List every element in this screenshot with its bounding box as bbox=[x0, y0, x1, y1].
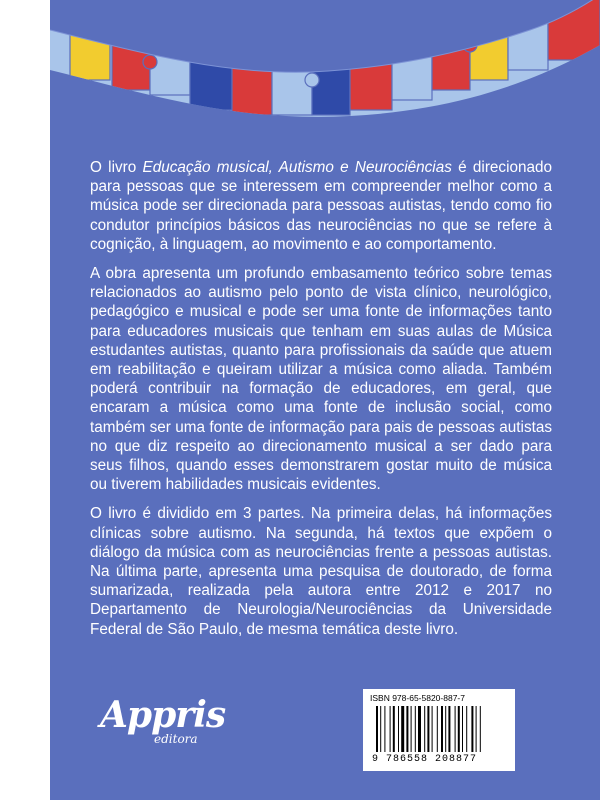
isbn-label: ISBN 978-65-5820-887-7 bbox=[370, 693, 465, 703]
barcode-bar bbox=[380, 706, 381, 752]
publisher-name: Appris bbox=[100, 694, 226, 736]
back-cover-text bbox=[90, 158, 552, 649]
barcode-bar bbox=[445, 706, 446, 752]
barcode-bar bbox=[462, 706, 463, 752]
barcode-bar bbox=[390, 706, 391, 752]
barcode-bar bbox=[411, 706, 412, 752]
barcode-bar bbox=[448, 706, 450, 752]
barcode-bar bbox=[441, 706, 443, 752]
paragraph-1: O livro Educação musical, Autismo e Neurociências é direcionado para pessoas que se interessem em compreender melhor como a música pode ser direcionada para pessoas autistas, tendo como fio condutor princípios básicos das neurociências no que se refere à cognição, à linguagem, ao movimento e ao comportamento. bbox=[90, 159, 553, 253]
barcode-bar bbox=[415, 706, 416, 752]
barcode-box bbox=[363, 689, 515, 771]
barcode-bar bbox=[393, 706, 395, 752]
paragraph-2: A obra apresenta um profundo embasamento teórico sobre temas relacionados ao autismo pelo ponto de vista clínico, neurológico, pedagógico e musical e pode ser uma fonte de informações tanto para educadores musicais que tenham em suas aulas de Música estudantes autistas, quanto para profissionais da saúde que atuem em reabilitação e queiram utilizar a música como aliada. Também poderá contribuir na formação de educadores, em geral, que encaram a música como uma fonte de inclusão social, como também ser uma fonte de informação para pais de pessoas autistas no que diz respeito ao direcionamento musical a ser dado para seus filhos, quando esses demonstrarem gostar muito de música ou tiverem habilidades musicais evidentes. bbox=[90, 265, 552, 494]
paragraph-3: O livro é dividido em 3 partes. Na primeira delas, há informações clínicas sobre autismo. Na segunda, há textos que expõem o diálogo da música com as neurociências frente a pessoas autistas. Na última parte, apresenta uma pesquisa de doutorado, de forma sumarizada, realizada pela autora entre 2012 e 2017 no Departamento de Neurologia/Neurociências da Universidade Federal de São Paulo, de mesma temática deste livro. bbox=[90, 505, 552, 638]
barcode-bar bbox=[455, 706, 456, 752]
book-title: Educação musical, Autismo e Neurociências bbox=[142, 159, 452, 176]
barcode-bar bbox=[458, 706, 460, 752]
barcode-bar bbox=[471, 706, 473, 752]
barcode-bar bbox=[466, 706, 467, 752]
publisher-logo bbox=[100, 694, 230, 754]
barcode-bar bbox=[398, 706, 399, 752]
publisher-subtitle: editora bbox=[154, 732, 198, 746]
barcode-bar bbox=[401, 706, 404, 752]
barcode-bar bbox=[427, 706, 429, 752]
puzzle-ribbon-icon bbox=[50, 0, 600, 150]
barcode-bar bbox=[437, 706, 438, 752]
barcode-bar bbox=[432, 706, 433, 752]
barcode-bar bbox=[424, 706, 425, 752]
barcode-bar bbox=[376, 706, 378, 752]
back-cover bbox=[50, 0, 600, 800]
barcode-bar bbox=[406, 706, 408, 752]
barcode-digits: 9 786558 208877 bbox=[372, 754, 478, 765]
barcode-bar bbox=[384, 706, 385, 752]
barcode-bar bbox=[476, 706, 477, 752]
barcode-bar bbox=[418, 706, 421, 752]
barcode-bar bbox=[480, 706, 481, 752]
barcode-icon bbox=[376, 706, 506, 752]
